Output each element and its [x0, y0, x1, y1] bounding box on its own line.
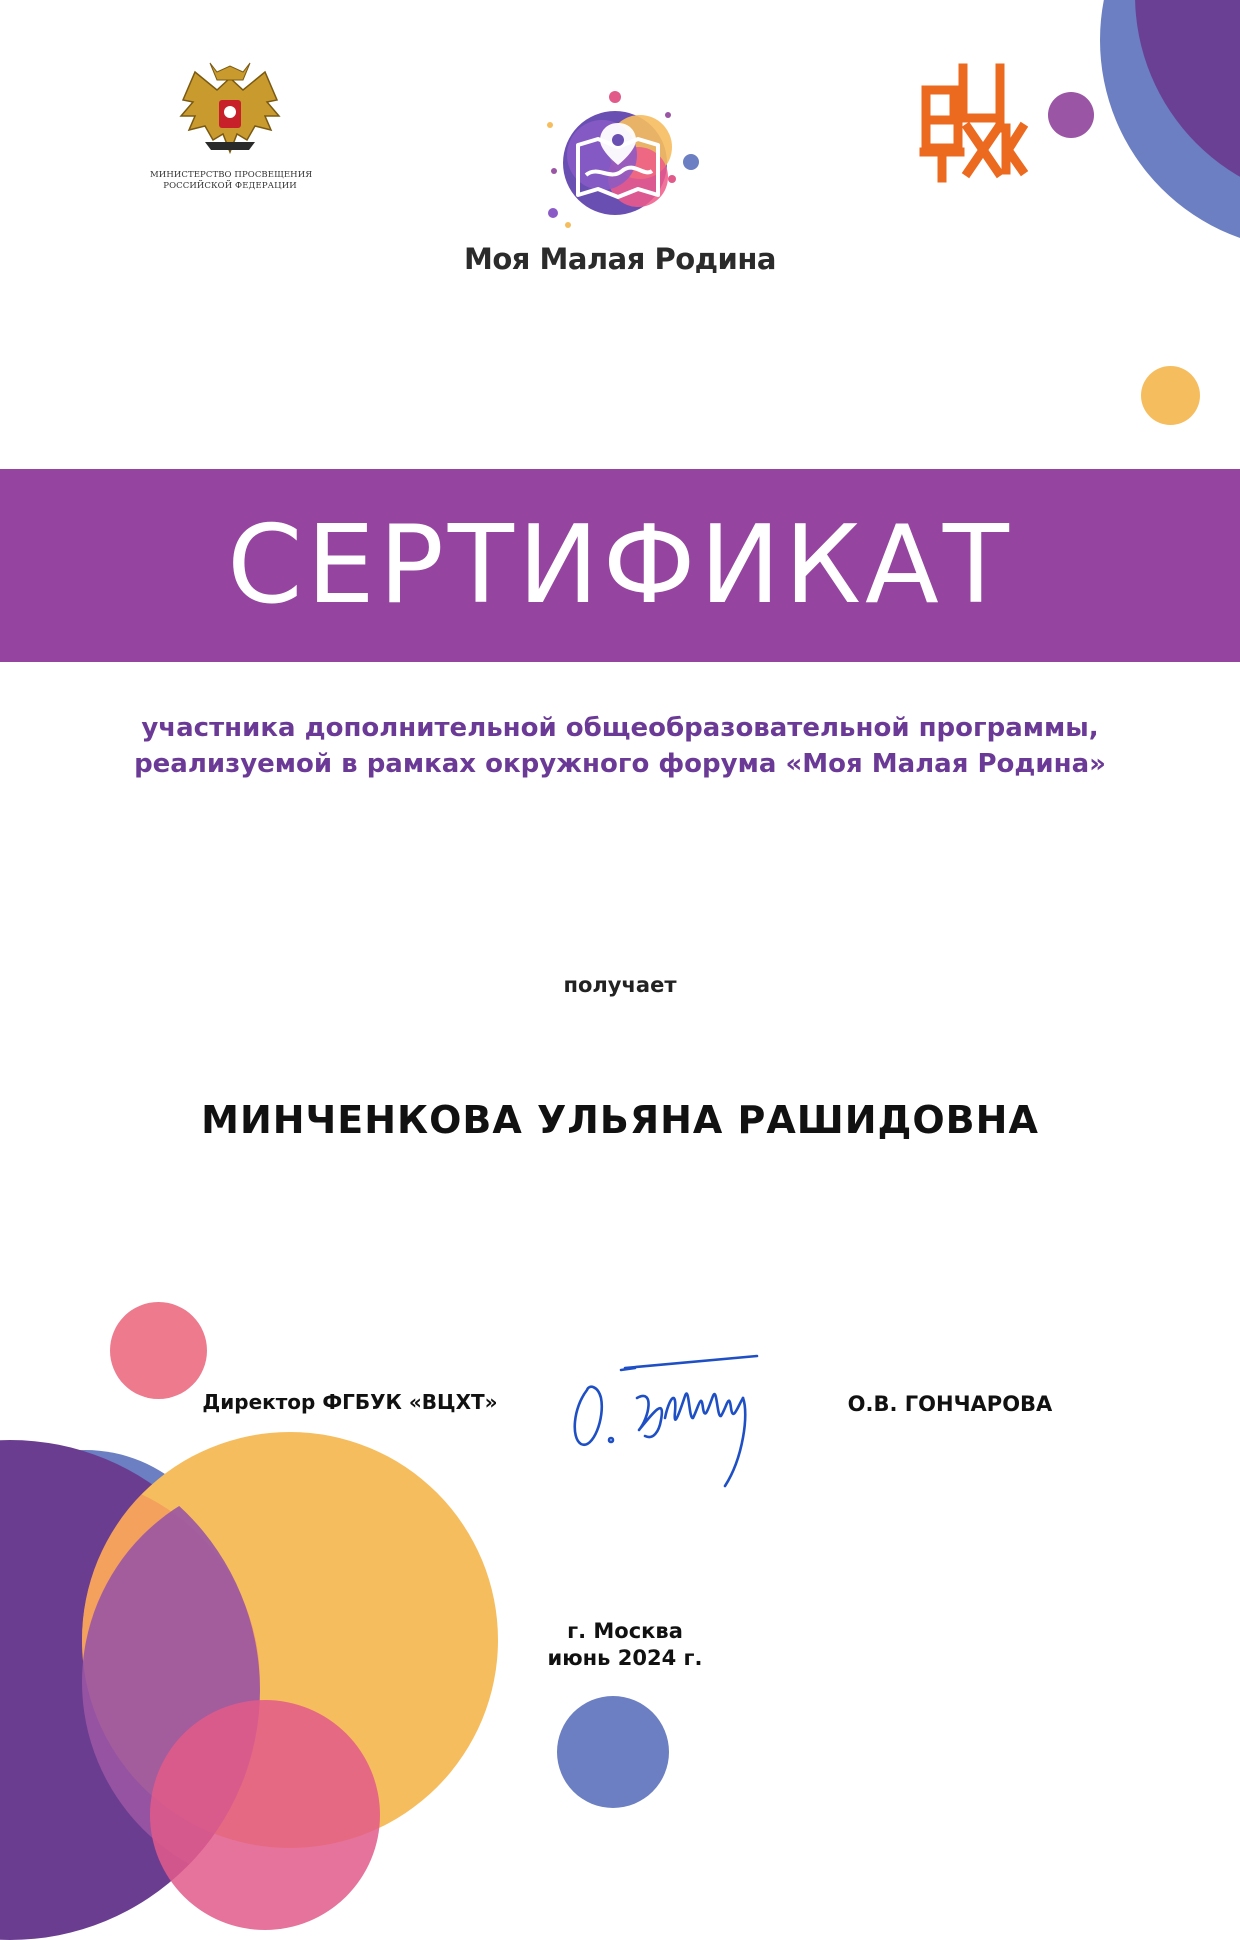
vcht-logo-icon [918, 60, 1028, 185]
subtitle-line-2: реализуемой в рамках окружного форума «Моя Малая Родина» [134, 749, 1106, 779]
issue-place-date [480, 1618, 770, 1672]
signatory-role: Директор ФГБУК «ВЦХТ» [202, 1390, 498, 1414]
decor-circle-bottom-pink-large [150, 1700, 380, 1930]
receives-label: получает [563, 973, 677, 997]
issue-date: июнь 2024 г. [547, 1646, 703, 1670]
ministry-logo [150, 60, 313, 200]
forum-logo [520, 85, 720, 235]
handwritten-signature-icon [565, 1348, 775, 1498]
issue-city: г. Москва [567, 1619, 683, 1643]
certificate-subtitle [120, 710, 1120, 782]
signatory-name: О.В. ГОНЧАРОВА [847, 1392, 1053, 1416]
decor-circle-small-purple [1048, 92, 1094, 138]
title-band [0, 469, 1240, 662]
certificate-title: СЕРТИФИКАТ [227, 503, 1013, 628]
subtitle-line-1: участника дополнительной общеобразовательной программы, [141, 713, 1099, 743]
decor-circle-small-orange [1141, 366, 1200, 425]
recipient-name: МИНЧЕНКОВА УЛЬЯНА РАШИДОВНА [201, 1098, 1039, 1142]
decor-circle-bottom-blue-small [557, 1696, 669, 1808]
double-headed-eagle-icon [175, 60, 285, 165]
map-pin-icon [520, 85, 720, 235]
forum-brand-title: Моя Малая Родина [464, 242, 776, 276]
decor-circle-bottom-pink-small [110, 1302, 207, 1399]
ministry-name: МИНИСТЕРСТВО ПРОСВЕЩЕНИЯ РОССИЙСКОЙ ФЕДЕРАЦИИ [150, 170, 313, 191]
